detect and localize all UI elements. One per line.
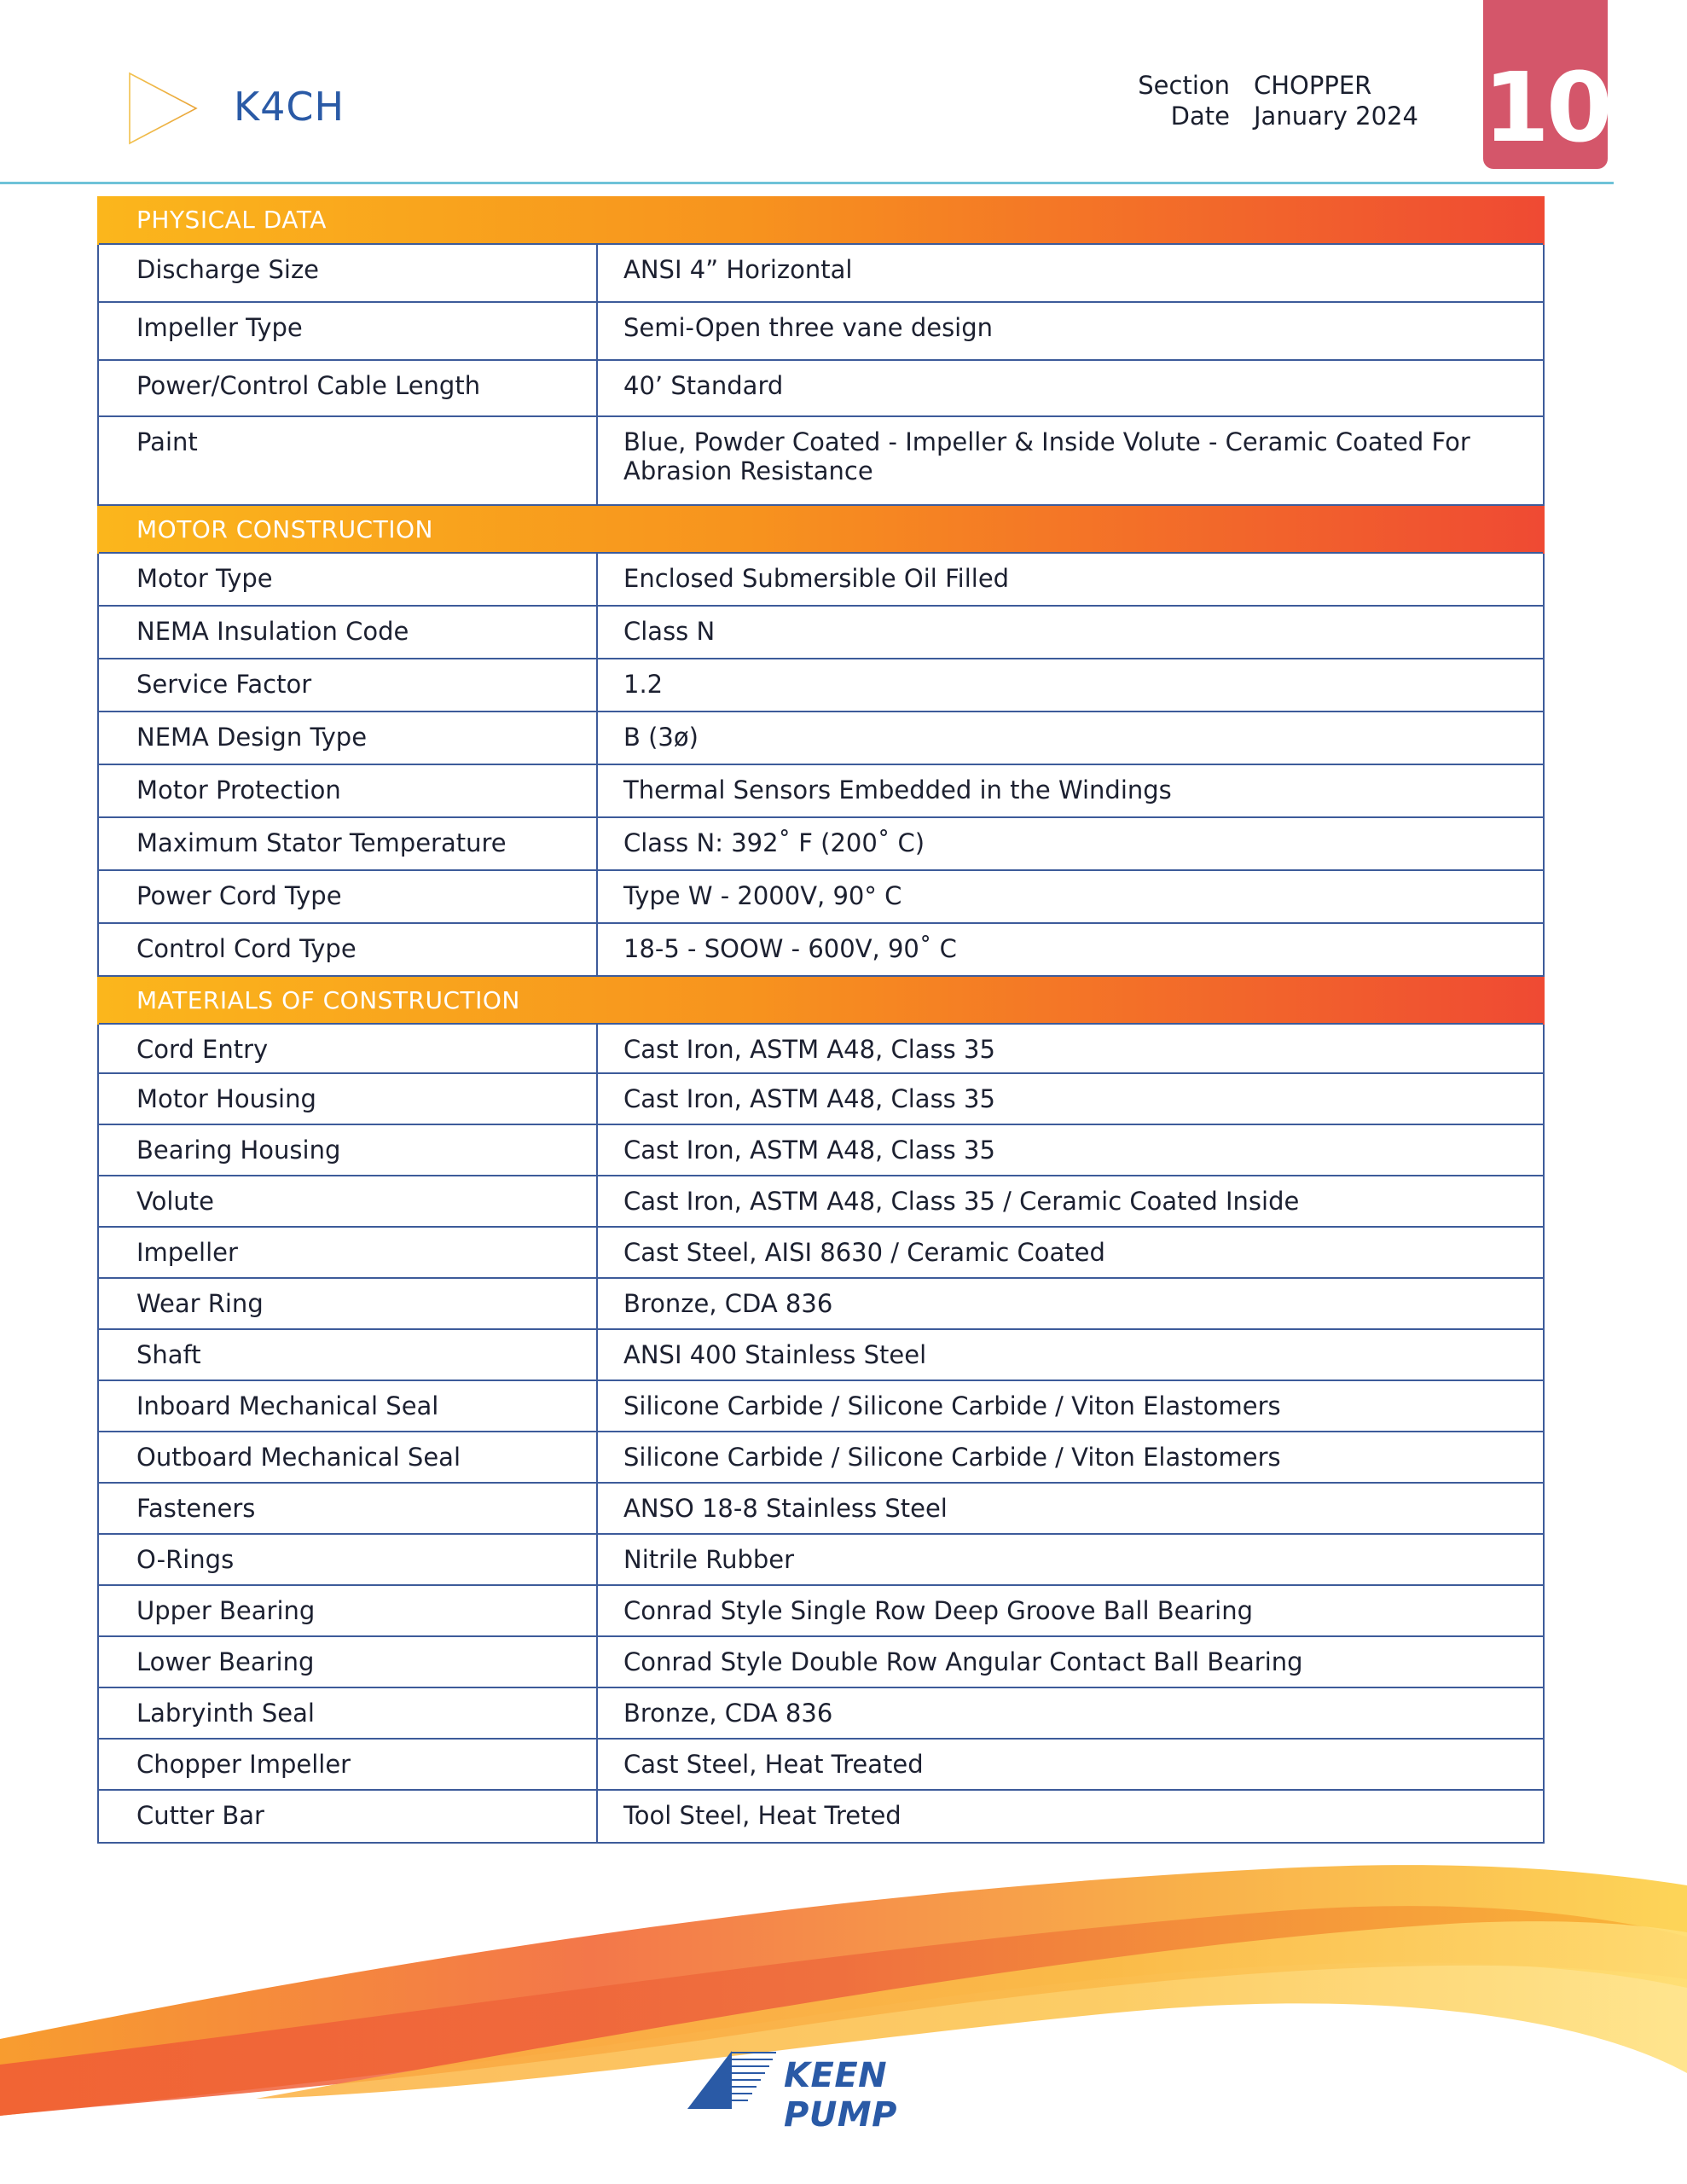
table-row [98, 659, 1544, 712]
row-value: Enclosed Submersible Oil Filled [597, 553, 1544, 606]
section-title: PHYSICAL DATA [98, 196, 1544, 244]
row-value: Bronze, CDA 836 [597, 1687, 1544, 1739]
row-label: Outboard Mechanical Seal [98, 1432, 597, 1483]
row-label: Chopper Impeller [98, 1739, 597, 1790]
row-label: Impeller Type [98, 302, 597, 360]
row-label: Motor Protection [98, 764, 597, 817]
row-label: Motor Housing [98, 1073, 597, 1124]
row-label: Upper Bearing [98, 1585, 597, 1636]
row-label: Volute [98, 1176, 597, 1227]
row-label: Impeller [98, 1227, 597, 1278]
section-title: MATERIALS OF CONSTRUCTION [98, 976, 1544, 1024]
row-label: Maximum Stator Temperature [98, 817, 597, 870]
row-label: Service Factor [98, 659, 597, 712]
row-label: Power/Control Cable Length [98, 360, 597, 416]
row-value: Type W - 2000V, 90° C [597, 870, 1544, 923]
row-label: Motor Type [98, 553, 597, 606]
row-label: NEMA Design Type [98, 712, 597, 764]
keen-pump-triangle-icon [687, 2048, 781, 2111]
table-row [98, 712, 1544, 764]
row-value: 40’ Standard [597, 360, 1544, 416]
table-row [98, 1483, 1544, 1534]
table-row [98, 360, 1544, 416]
table-row [98, 1636, 1544, 1687]
table-row [98, 1176, 1544, 1227]
row-value: Class N: 392˚ F (200˚ C) [597, 817, 1544, 870]
page-header [0, 0, 1687, 188]
section-value: CHOPPER [1254, 71, 1372, 100]
row-value: Thermal Sensors Embedded in the Windings [597, 764, 1544, 817]
row-value: B (3ø) [597, 712, 1544, 764]
table-row [98, 416, 1544, 505]
table-row [98, 606, 1544, 659]
table-row [98, 1124, 1544, 1176]
table-row [98, 553, 1544, 606]
meta-labels [1138, 70, 1230, 131]
row-value: Cast Steel, Heat Treated [597, 1739, 1544, 1790]
model-name: K4CH [234, 84, 345, 130]
row-value: Conrad Style Double Row Angular Contact Ball Bearing [597, 1636, 1544, 1687]
page-tab [1483, 0, 1608, 169]
section-title: MOTOR CONSTRUCTION [98, 505, 1544, 553]
table-row [98, 1585, 1544, 1636]
table-row [98, 817, 1544, 870]
row-value: Silicone Carbide / Silicone Carbide / Viton Elastomers [597, 1432, 1544, 1483]
date-label: Date [1170, 102, 1230, 131]
row-value: ANSI 4” Horizontal [597, 244, 1544, 302]
row-label: Wear Ring [98, 1278, 597, 1329]
meta-values [1254, 70, 1418, 131]
table-row [98, 1329, 1544, 1380]
row-value: ANSI 400 Stainless Steel [597, 1329, 1544, 1380]
row-label: Labryinth Seal [98, 1687, 597, 1739]
brand-name: KEEN PUMP [784, 2056, 897, 2135]
row-label: Discharge Size [98, 244, 597, 302]
row-value: Cast Steel, AISI 8630 / Ceramic Coated [597, 1227, 1544, 1278]
row-label: Bearing Housing [98, 1124, 597, 1176]
row-value: Semi-Open three vane design [597, 302, 1544, 360]
row-label: Lower Bearing [98, 1636, 597, 1687]
table-row [98, 1739, 1544, 1790]
row-value: Conrad Style Single Row Deep Groove Ball Bearing [597, 1585, 1544, 1636]
row-value: Cast Iron, ASTM A48, Class 35 / Ceramic Coated Inside [597, 1176, 1544, 1227]
table-row [98, 1380, 1544, 1432]
table-row [98, 1227, 1544, 1278]
row-label: Power Cord Type [98, 870, 597, 923]
brand-logo [687, 2048, 1012, 2135]
table-row [98, 1073, 1544, 1124]
row-value: ANSO 18-8 Stainless Steel [597, 1483, 1544, 1534]
spec-table [97, 196, 1545, 1844]
table-row [98, 923, 1544, 976]
row-label: Inboard Mechanical Seal [98, 1380, 597, 1432]
row-value: 18-5 - SOOW - 600V, 90˚ C [597, 923, 1544, 976]
row-label: O-Rings [98, 1534, 597, 1585]
row-value: Nitrile Rubber [597, 1534, 1544, 1585]
section-label: Section [1138, 71, 1230, 100]
header-rule [0, 182, 1614, 184]
row-value: Tool Steel, Heat Treted [597, 1790, 1544, 1843]
section-header [98, 976, 1544, 1024]
row-value: Cast Iron, ASTM A48, Class 35 [597, 1024, 1544, 1073]
row-label: Cutter Bar [98, 1790, 597, 1843]
table-row [98, 1278, 1544, 1329]
table-row [98, 870, 1544, 923]
table-row [98, 1534, 1544, 1585]
page-number: 10 [1483, 53, 1609, 164]
row-label: Paint [98, 416, 597, 505]
row-label: Shaft [98, 1329, 597, 1380]
table-row [98, 1432, 1544, 1483]
section-header [98, 505, 1544, 553]
row-value: 1.2 [597, 659, 1544, 712]
row-value: Cast Iron, ASTM A48, Class 35 [597, 1073, 1544, 1124]
table-row [98, 302, 1544, 360]
table-row [98, 1024, 1544, 1073]
table-row [98, 244, 1544, 302]
section-header [98, 196, 1544, 244]
row-label: NEMA Insulation Code [98, 606, 597, 659]
row-value: Blue, Powder Coated - Impeller & Inside Volute - Ceramic Coated For Abrasion Resistance [597, 416, 1544, 505]
row-label: Fasteners [98, 1483, 597, 1534]
row-label: Cord Entry [98, 1024, 597, 1073]
row-value: Bronze, CDA 836 [597, 1278, 1544, 1329]
date-value: January 2024 [1254, 102, 1418, 131]
keen-logo-mark-icon [126, 72, 200, 145]
table-row [98, 1687, 1544, 1739]
row-value: Class N [597, 606, 1544, 659]
row-value: Cast Iron, ASTM A48, Class 35 [597, 1124, 1544, 1176]
row-value: Silicone Carbide / Silicone Carbide / Viton Elastomers [597, 1380, 1544, 1432]
table-row [98, 764, 1544, 817]
row-label: Control Cord Type [98, 923, 597, 976]
table-row [98, 1790, 1544, 1843]
